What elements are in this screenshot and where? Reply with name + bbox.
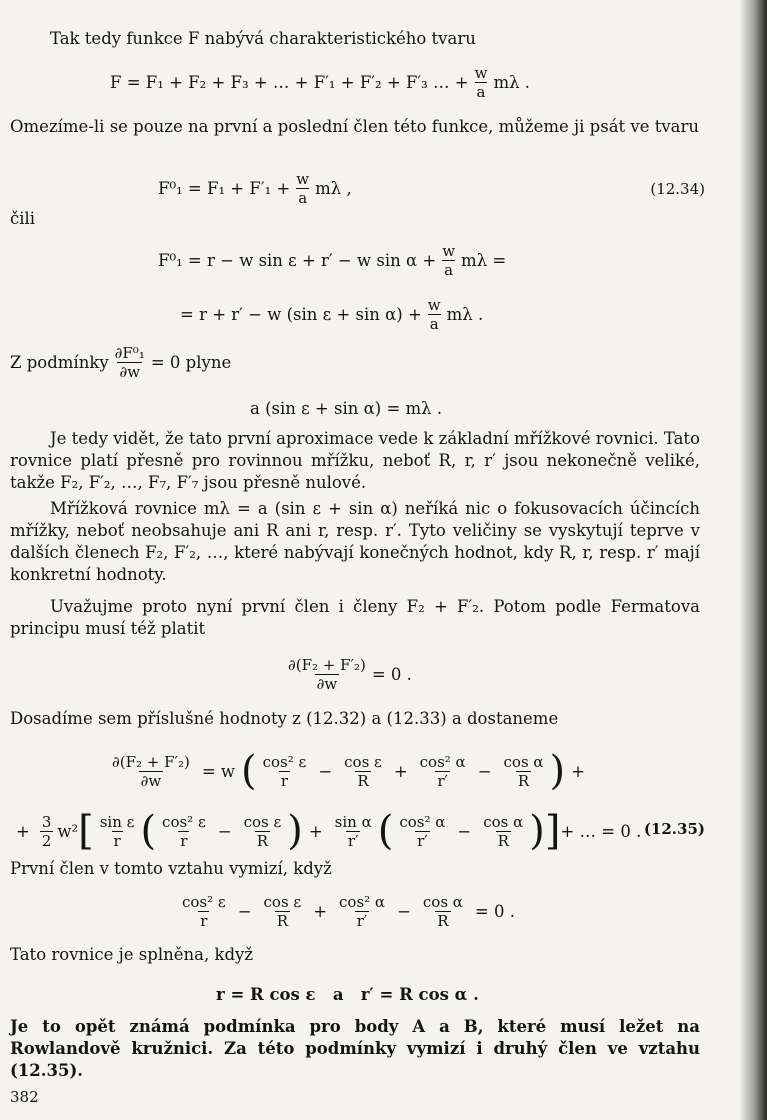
equation-fermat: [282, 652, 412, 696]
minus-sign: −: [477, 761, 492, 781]
eq6-term-2: [342, 753, 384, 790]
eq6-t3-num: cos² α: [419, 752, 466, 771]
page-number: 382: [10, 1088, 39, 1106]
eq7-t1-den: r: [113, 831, 121, 850]
eq8-term-4: [421, 893, 465, 930]
eq8-term-2: [262, 893, 304, 930]
eq3b-tail: mλ .: [446, 304, 484, 324]
eq7-t3-den: R: [256, 831, 269, 850]
eq8-tail: = 0 .: [474, 901, 515, 921]
eq7-term-4: [333, 813, 374, 850]
equation-rowland-radii: r = R cos ε a r′ = R cos α .: [216, 984, 479, 1004]
eq5-tail: = 0 .: [371, 664, 412, 684]
eq2-numerator: w: [296, 169, 310, 188]
eq7-t5-num: cos² α: [399, 812, 446, 831]
eq8-t3-den: r′: [356, 911, 368, 930]
eq8-t1-den: r: [200, 911, 208, 930]
condition-numerator: ∂F⁰₁: [114, 343, 145, 362]
equation-f0-simplified: [180, 292, 483, 336]
eq8-t1-num: cos² ε: [182, 892, 226, 911]
minus-sign: −: [318, 761, 333, 781]
eq3a-numerator: w: [442, 241, 456, 260]
minus-sign: −: [457, 821, 472, 841]
eq3b-text: = r + r′ − w (sin ε + sin α) +: [180, 304, 422, 324]
eq1-numerator: w: [474, 63, 488, 82]
eq3a-fraction: [440, 242, 457, 279]
eq6-lhs-denominator: ∂w: [140, 771, 162, 790]
word-cili: čili: [10, 209, 36, 228]
eq7-coef-num: 3: [41, 812, 52, 831]
eq8-t3-num: cos² α: [339, 892, 386, 911]
eq3a-tail: mλ =: [461, 250, 507, 270]
eq7-w-squared: w²: [57, 821, 79, 841]
page-edge-shadow: [739, 0, 767, 1120]
condition-derivative: [10, 340, 231, 384]
eq6-t4-num: cos α: [503, 752, 544, 771]
eq5-fraction: [286, 656, 368, 693]
plus-sign: +: [393, 761, 408, 781]
eq2-fraction: [294, 170, 311, 207]
eq5-numerator: ∂(F₂ + F′₂): [288, 655, 366, 674]
paragraph-approximation: Je tedy vidět, že tato první aproximace vede k základní mřížkové rovnici. Tato rovnice platí přesně pro rovinnou mřížku, neboť R, r, r′ jsou nekonečně veliké, takže F₂, F′₂, …, F₇, F′₇ jsou přesně nulové.: [10, 429, 700, 492]
eq6-lhs-fraction: [110, 753, 192, 790]
eq1-denominator: a: [476, 82, 486, 101]
equation-derivative-expansion: [106, 742, 591, 800]
eq7-t6-den: R: [497, 831, 509, 850]
eq2-text: F⁰₁ = F₁ + F′₁ +: [158, 178, 291, 198]
eq6-lhs-numerator: ∂(F₂ + F′₂): [112, 752, 190, 771]
paragraph-first-term: První člen v tomto vztahu vymizí, když: [10, 859, 332, 878]
paragraph-restrict: Omezíme-li se pouze na první a poslední člen této funkce, můžeme ji psát ve tvaru: [10, 117, 700, 136]
eq7-t2-den: r: [180, 831, 188, 850]
eq7-t2-num: cos² ε: [162, 812, 206, 831]
eq2-tail: mλ ,: [315, 178, 352, 198]
eq6-t1-num: cos² ε: [262, 752, 307, 771]
eq3a-denominator: a: [444, 260, 454, 279]
paragraph-grating-equation: Mřížková rovnice mλ = a (sin ε + sin α) neříká nic o fokusovacích účincích mřížky, neboť neobsahuje ani R ani r, resp. r′. Tyto veličiny se vyskytují teprve v dalších členech F₂, F′₂, …, které nabývají konečných hodnot, kdy R, r, resp. r′ mají konkretní hodnoty.: [10, 499, 700, 584]
eq1-fraction: [473, 64, 490, 101]
eq8-term-1: [180, 893, 228, 930]
eq8-t2-num: cos ε: [263, 892, 302, 911]
bracket-close: ): [287, 808, 303, 854]
eq1-tail: mλ .: [493, 72, 531, 92]
equation-grating: a (sin ε + sin α) = mλ .: [250, 398, 443, 418]
eq7-t3-num: cos ε: [243, 812, 282, 831]
eq7-term-3: [242, 813, 284, 850]
equation-label-12-34: (12.34): [650, 180, 705, 198]
minus-sign: −: [397, 901, 411, 921]
bracket-open: (: [377, 808, 394, 854]
condition-lead: Z podmínky: [10, 352, 109, 372]
eq7-term-5: [397, 813, 447, 850]
paragraph-substitute: Dosadíme sem příslušné hodnoty z (12.32) a (12.33) a dostaneme: [10, 709, 559, 728]
eq7-t4-den: r′: [347, 831, 359, 850]
eq6-term-4: [502, 753, 546, 790]
eq6-t2-num: cos ε: [344, 752, 382, 771]
eq8-t4-den: R: [437, 911, 449, 930]
equation-rowland-condition: [176, 886, 521, 936]
eq7-term-6: [481, 813, 525, 850]
bracket-open: (: [241, 748, 257, 794]
equation-12-35: [10, 800, 641, 862]
eq7-t1-num: sin ε: [99, 812, 135, 831]
plus-sign: +: [308, 821, 323, 841]
eq3b-denominator: a: [429, 314, 439, 333]
paragraph-fermat: Uvažujme proto nyní první člen i členy F₂ + F′₂. Potom podle Fermatova principu musí též platit: [10, 597, 700, 638]
eq8-term-3: [337, 893, 387, 930]
eq8-t2-den: R: [276, 911, 288, 930]
equation-f0-expanded: [158, 238, 506, 282]
bracket-close: )]: [529, 808, 561, 854]
eq6-term-3: [418, 753, 468, 790]
bracket-close: ): [549, 748, 566, 794]
equation-12-34: [158, 166, 352, 210]
eq8-t4-num: cos α: [422, 892, 463, 911]
eq7-t6-num: cos α: [483, 812, 524, 831]
eq7-tail: + … = 0 .: [560, 821, 642, 841]
plus-sign: +: [313, 901, 328, 921]
minus-sign: −: [237, 901, 252, 921]
eq7-t5-den: r′: [417, 831, 428, 850]
eq2-denominator: a: [298, 188, 308, 207]
paragraph-rowland-circle: Je to opět známá podmínka pro body A a B, které musí ležet na Rowlandově kružnici. Za této podmínky vymizí i druhý člen ve vztahu (12.35).: [10, 1017, 700, 1080]
eq7-coef-den: 2: [41, 831, 52, 850]
paragraph-intro: Tak tedy funkce F nabývá charakteristického tvaru: [50, 29, 476, 48]
equation-f-sum: [110, 60, 530, 104]
eq5-denominator: ∂w: [316, 674, 338, 693]
eq6-t2-den: R: [357, 771, 369, 790]
eq3b-fraction: [426, 296, 443, 333]
condition-tail: = 0 plyne: [150, 352, 232, 372]
paragraph-satisfied: Tato rovnice je splněna, když: [10, 945, 254, 964]
eq3b-numerator: w: [427, 295, 441, 314]
condition-fraction: [113, 344, 147, 381]
eq7-t4-num: sin α: [334, 812, 372, 831]
plus-sign: +: [571, 761, 585, 781]
eq7-lead: +: [16, 821, 30, 841]
eq6-t4-den: R: [517, 771, 530, 790]
eq7-term-1: [98, 813, 137, 850]
equation-label-12-35: (12.35): [643, 820, 705, 838]
eq1-text: F = F₁ + F₂ + F₃ + … + F′₁ + F′₂ + F′₃ … +: [110, 72, 469, 92]
bracket-open: [: [78, 808, 94, 854]
eq6-term-1: [261, 753, 309, 790]
condition-denominator: ∂w: [119, 362, 141, 381]
minus-sign: −: [217, 821, 232, 841]
eq7-term-2: [160, 813, 208, 850]
eq7-coefficient: [40, 813, 54, 850]
bracket-open: (: [140, 808, 157, 854]
eq6-t3-den: r′: [437, 771, 448, 790]
eq6-mid: = w: [201, 761, 236, 781]
eq3a-text: F⁰₁ = r − w sin ε + r′ − w sin α +: [158, 250, 437, 270]
eq6-t1-den: r: [280, 771, 289, 790]
